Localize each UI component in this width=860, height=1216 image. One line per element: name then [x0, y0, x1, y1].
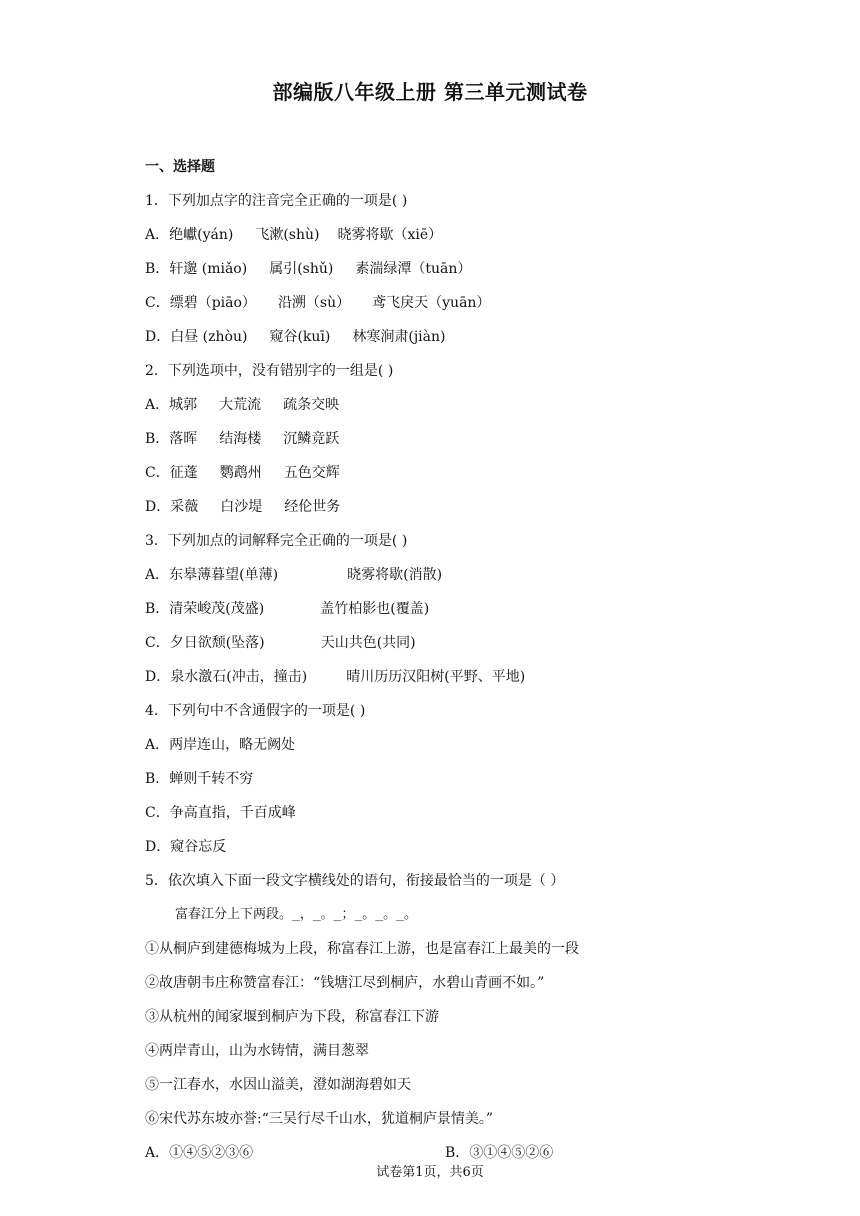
q4-option-c: C．争高直指，千百成峰 — [145, 805, 296, 821]
page-title: 部编版八年级上册 第三单元测试卷 — [272, 80, 588, 104]
q5-option-a: A．①④⑤②③⑥ — [145, 1145, 254, 1161]
option-item: 晴川历历汉阳树(平野、平地) — [346, 669, 526, 685]
option-item: 属引(shǔ) — [269, 261, 334, 277]
q5-options-row — [145, 1143, 745, 1163]
option-item: 轩邈 (miǎo) — [169, 261, 248, 277]
option-item: 征蓬 — [169, 465, 198, 481]
option-item: 白沙堤 — [220, 499, 263, 515]
option-item: 沿溯（sù） — [277, 295, 351, 311]
q1-option-d — [145, 327, 745, 347]
option-item: 东皋薄暮望(单薄) — [169, 567, 279, 583]
q5-sentence-2: ②故唐朝韦庄称赞富春江：“钱塘江尽到桐庐，水碧山青画不如。” — [145, 975, 545, 991]
option-item: 城郭 — [169, 397, 198, 413]
section-heading: 一、选择题 — [145, 159, 215, 175]
q5-stem: 5．依次填入下面一段文字横线处的语句，衔接最恰当的一项是（ ） — [145, 873, 565, 889]
option-label: C． — [145, 465, 170, 481]
q1-option-b — [145, 259, 745, 279]
q5-sentence-3: ③从杭州的闻家堰到桐庐为下段，称富春江下游 — [145, 1009, 439, 1025]
q3-option-a — [145, 565, 745, 585]
option-item: 晓雾将歇（xiē） — [337, 227, 443, 243]
option-label: A． — [145, 567, 170, 583]
q4-option-b: B．蝉则千转不穷 — [145, 771, 254, 787]
option-item: 结海楼 — [219, 431, 262, 447]
option-label: A． — [145, 397, 170, 413]
option-item: 落晖 — [169, 431, 198, 447]
option-label: C． — [145, 635, 170, 651]
option-item: 疏条交映 — [283, 397, 340, 413]
option-label: B． — [145, 261, 170, 277]
q1-stem: 1．下列加点字的注音完全正确的一项是( ) — [145, 193, 408, 209]
option-item: 经伦世务 — [284, 499, 341, 515]
q4-option-a: A．两岸连山，略无阙处 — [145, 737, 296, 753]
page-footer: 试卷第1页，共6页 — [376, 1165, 484, 1180]
option-item: 晓雾将歇(消散) — [347, 567, 443, 583]
q4-stem: 4．下列句中不含通假字的一项是( ) — [145, 703, 366, 719]
q3-option-c — [145, 633, 745, 653]
q2-option-d — [145, 497, 745, 517]
option-item: 大荒流 — [219, 397, 262, 413]
q1-option-c — [145, 293, 745, 313]
option-item: 林寒涧肃(jiàn) — [352, 329, 446, 345]
option-label: B． — [145, 431, 170, 447]
option-item: 夕日欲颓(坠落) — [169, 635, 265, 651]
option-item: 鹦鹉州 — [219, 465, 262, 481]
q5-option-b: B．③①④⑤②⑥ — [445, 1145, 554, 1161]
option-item: 天山共色(共同) — [320, 635, 416, 651]
option-label: D． — [145, 499, 171, 515]
option-item: 白昼 (zhòu) — [170, 329, 248, 345]
q3-option-d — [145, 667, 745, 687]
option-item: 绝巘(yán) — [169, 227, 234, 243]
q5-sentence-5: ⑤一江春水，水因山溢美，澄如湖海碧如天 — [145, 1077, 411, 1093]
option-label: B． — [145, 601, 170, 617]
q5-sentence-4: ④两岸青山，山为水铸情，满目葱翠 — [145, 1043, 369, 1059]
option-label: A． — [145, 227, 170, 243]
option-item: 窥谷(kuī) — [269, 329, 331, 345]
option-item: 缥碧（piāo） — [169, 295, 256, 311]
option-item: 采薇 — [170, 499, 199, 515]
option-label: D． — [145, 329, 171, 345]
q5-sentence-6: ⑥宋代苏东坡亦誉:“三吴行尽千山水，犹道桐庐景情美。” — [145, 1111, 494, 1127]
q2-stem: 2．下列选项中，没有错别字的一组是( ) — [145, 363, 394, 379]
option-label: D． — [145, 669, 171, 685]
q1-option-a — [145, 225, 745, 245]
option-item: 五色交辉 — [283, 465, 340, 481]
option-label: C． — [145, 295, 170, 311]
q5-sentence-1: ①从桐庐到建德梅城为上段，称富春江上游，也是富春江上最美的一段 — [145, 941, 579, 957]
q2-option-a — [145, 395, 745, 415]
q2-option-c — [145, 463, 745, 483]
question-content — [145, 157, 745, 1177]
q4-option-d: D．窥谷忘反 — [145, 839, 227, 855]
q2-option-b — [145, 429, 745, 449]
q5-passage: 富春江分上下两段。_，_。_；_。_。_。 — [175, 907, 417, 922]
q3-stem: 3．下列加点的词解释完全正确的一项是( ) — [145, 533, 408, 549]
option-item: 清荣峻茂(茂盛) — [169, 601, 265, 617]
option-item: 鸢飞戾天（yuān） — [372, 295, 491, 311]
option-item: 盖竹柏影也(覆盖) — [320, 601, 430, 617]
option-item: 沉鳞竞跃 — [283, 431, 340, 447]
option-item: 素湍绿潭（tuān） — [355, 261, 472, 277]
option-item: 飞漱(shù) — [255, 227, 320, 243]
q3-option-b — [145, 599, 745, 619]
option-item: 泉水激石(冲击，撞击) — [170, 669, 308, 685]
